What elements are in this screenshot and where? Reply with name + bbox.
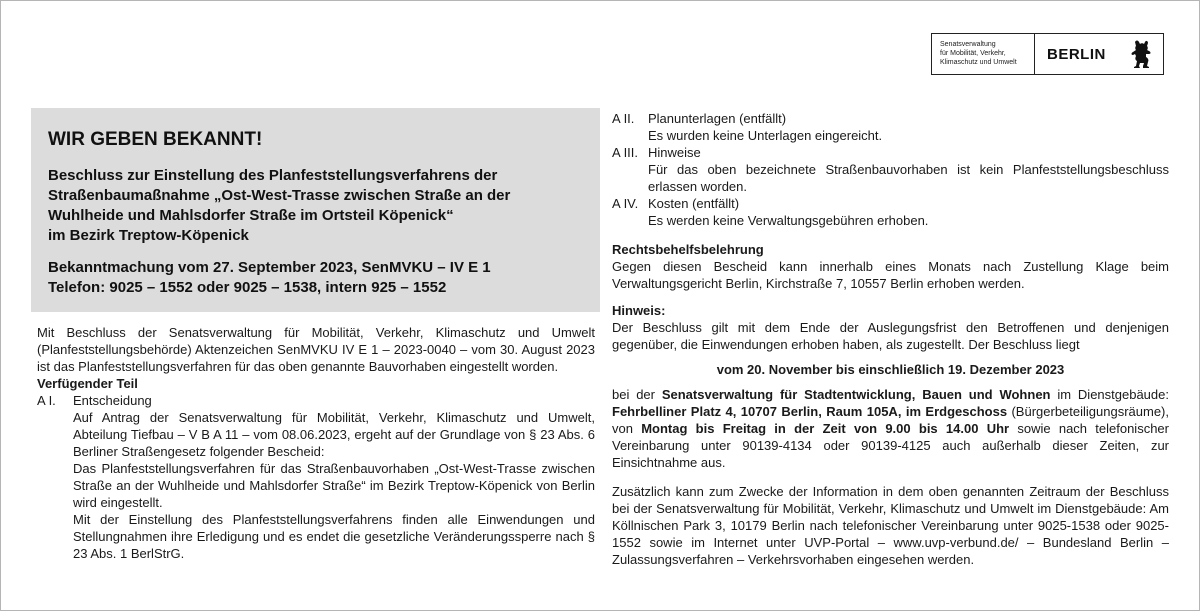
location-text-1: bei der [612, 387, 662, 402]
announcement-phone-line: Telefon: 9025 – 1552 oder 9025 – 1538, intern 925 – 1552 [48, 279, 447, 296]
section-a1-heading [37, 392, 595, 409]
announcement-subject-line-2: Straßenbaumaßnahme „Ost-West-Trasse zwischen Straße an der [48, 187, 511, 204]
logo-senat-line-2: für Mobilität, Verkehr, [940, 50, 1006, 57]
display-location-paragraph [612, 386, 1169, 471]
logo-senat-line-1: Senatsverwaltung [940, 41, 996, 48]
location-address: Fehrbelliner Platz 4, 10707 Berlin, Raum 105A, im Erdgeschoss [612, 404, 1008, 419]
logo-senat-line-3: Klimaschutz und Umwelt [940, 59, 1017, 66]
location-text-2: im Dienstgebäude: [1050, 387, 1169, 402]
section-a3-label: A III. [612, 145, 639, 160]
announcement-title: WIR GEBEN BEKANNT! [48, 129, 263, 150]
logo-city-name: BERLIN [1047, 45, 1106, 63]
section-a2-title: Planunterlagen (entfällt) [648, 111, 787, 126]
hint-text: Der Beschluss gilt mit dem Ende der Auslegungsfrist den Betroffenen und denjenigen gegenüber, die Einwendungen erhoben haben, als zugestellt. Der Beschluss liegt [612, 320, 1169, 352]
berlin-logo [931, 33, 1164, 75]
location-authority: Senatsverwaltung für Stadtentwicklung, Bauen und Wohnen [661, 387, 1051, 402]
section-a4-text: Es werden keine Verwaltungsgebühren erhoben. [648, 213, 929, 228]
location-text-4: sowie nach telefonischer Vereinbarung unter 90139-4134 oder 90139-4125 auch außerhalb dieser Zeiten, zur Einsichtnahme aus. [612, 421, 1169, 470]
announcement-subject-line-1: Beschluss zur Einstellung des Planfeststellungsverfahrens der [48, 167, 498, 184]
logo-senat-text [932, 34, 1035, 74]
additional-info-paragraph: Zusätzlich kann zum Zwecke der Information in dem oben genannten Zeitraum der Beschluss bei der Senatsverwaltung für Mobilität, Verkehr, Klimaschutz und Umwelt im Dienstgebäude: Am Köllnischen Park 3, 10179 Berlin nach telefonischer Vereinbarung unter 9025-1538 oder 9025-1552 sowie im Internet unter UVP-Portal – www.uvp-verbund.de/ – Bundesland Berlin – Zulassungsverfahren – Verkehrsvorhaben eingesehen werden. [612, 484, 1169, 567]
section-a1-paragraph-1: Auf Antrag der Senatsverwaltung für Mobilität, Verkehr, Klimaschutz und Umwelt, Abteilung Tiefbau – V B A 11 – vom 08.06.2023, ergeht auf der Grundlage von § 23 Abs. 6 Berliner Straßengesetz folgender Bescheid: [73, 410, 595, 459]
section-a4-title: Kosten (entfällt) [648, 196, 740, 211]
location-hours: Montag bis Freitag in der Zeit von 9.00 bis 14.00 Uhr [641, 421, 1010, 436]
announcement-notice-line: Bekanntmachung vom 27. September 2023, SenMVKU – IV E 1 [48, 259, 491, 276]
announcement-subject-line-3: Wuhlheide und Mahlsdorfer Straße im Ortsteil Köpenick“ [48, 207, 454, 224]
section-a1-paragraph-3: Mit der Einstellung des Planfeststellungsverfahrens finden alle Einwendungen und Stellungnahmen ihre Erledigung und es endet die gesetzliche Veränderungssperre nach § 23 Abs. 1 BerlStrG. [73, 512, 595, 561]
section-a3-heading [612, 144, 1169, 161]
section-a4-heading [612, 195, 1169, 212]
berlin-bear-icon [1130, 39, 1152, 69]
section-a2-label: A II. [612, 111, 635, 126]
section-a2-text: Es wurden keine Unterlagen eingereicht. [648, 128, 883, 143]
location-text-3: (Bürgerbeteiligungsräume), von [612, 404, 1169, 436]
section-a2-heading [612, 110, 1169, 127]
legal-remedy-text: Gegen diesen Bescheid kann innerhalb eines Monats nach Zustellung Klage beim Verwaltungsgericht Berlin, Kirchstraße 7, 10557 Berlin erhoben werden. [612, 259, 1169, 291]
section-heading-verfuegender-teil: Verfügender Teil [37, 376, 138, 391]
section-a1-paragraph-2: Das Planfeststellungsverfahren für das Straßenbauvorhaben „Ost-West-Trasse zwischen Straße an der Wuhlheide und Mahlsdorfer Straße“ im Bezirk Treptow-Köpenick von Berlin wird eingestellt. [73, 461, 595, 510]
section-a1-label: A I. [37, 393, 56, 408]
left-column [37, 324, 595, 562]
legal-remedy-heading: Rechtsbehelfsbelehrung [612, 242, 764, 257]
logo-berlin-block [1035, 34, 1163, 74]
hint-heading: Hinweis: [612, 303, 666, 318]
intro-paragraph: Mit Beschluss der Senatsverwaltung für Mobilität, Verkehr, Klimaschutz und Umwelt (Planfeststellungsbehörde) Aktenzeichen SenMVKU IV E 1 – 2023-0040 – vom 30. August 2023 ist das Planfeststellungsverfahren für das oben genannte Bauvorhaben eingestellt worden. [37, 325, 595, 374]
section-a1-title: Entscheidung [73, 393, 152, 408]
announcement-box [31, 108, 600, 312]
announcement-subject-line-4: im Bezirk Treptow-Köpenick [48, 227, 249, 244]
section-a4-label: A IV. [612, 196, 639, 211]
right-column [612, 110, 1169, 568]
section-a3-title: Hinweise [648, 145, 701, 160]
section-a3-text: Für das oben bezeichnete Straßenbauvorhaben ist kein Planfeststellungsbeschluss erlassen worden. [648, 162, 1169, 194]
display-period: vom 20. November bis einschließlich 19. Dezember 2023 [716, 362, 1065, 377]
